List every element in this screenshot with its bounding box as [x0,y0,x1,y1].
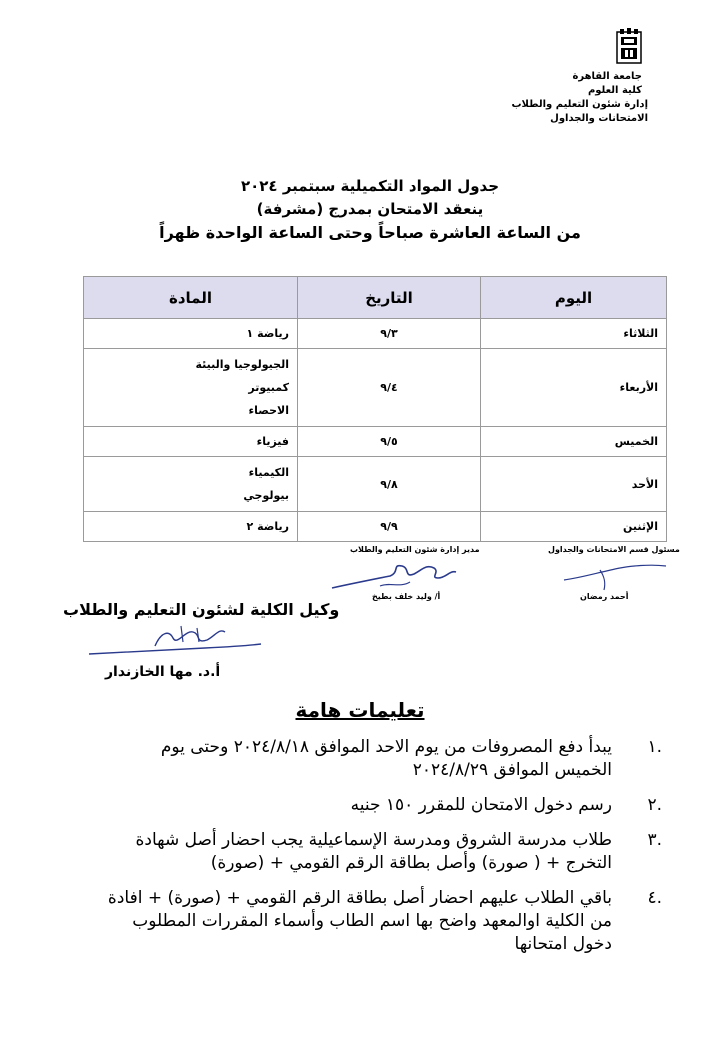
header-subject: المادة [84,277,298,319]
subject-item: فيزياء [256,435,289,448]
item-text: طلاب مدرسة الشروق ومدرسة الإسماعيلية يجب احضار أصل شهادة التخرج + ( صورة) وأصل بطاقة الرقم القومي + (صورة) [135,830,612,873]
day-cell: الأربعاء [481,349,667,427]
item-number: .٤ [647,888,662,908]
section-name: الامتحانات والجداول [550,113,648,124]
header-date: التاريخ [298,277,481,319]
university-logo-icon [616,28,642,64]
schedule-titles [150,175,590,245]
subject-cell [84,427,298,457]
vice-dean-title: وكيل الكلية لشئون التعليم والطلاب [63,600,340,619]
department-name: إدارة شئون التعليم والطلاب [511,99,648,110]
subject-cell [84,349,298,427]
vice-dean-name: أ.د. مها الخازندار [105,664,221,680]
schedule-table [83,276,667,542]
subject-cell [84,457,298,512]
day-cell: الخميس [481,427,667,457]
vice-dean-signature-icon [85,622,265,662]
instructions-title: تعليمات هامة [295,698,425,722]
director-signature-icon [330,558,460,594]
exam-venue: ينعقد الامتحان بمدرج (مشرفة) [256,200,484,218]
date-cell: ٩/٥ [298,427,481,457]
date-cell: ٩/٩ [298,512,481,542]
subject-item: رياضة ١ [246,327,289,340]
faculty-name: كلية العلوم [587,85,642,96]
item-text: يبدأ دفع المصروفات من يوم الاحد الموافق ٢٠٢٤/٨/١٨ وحتى يوم الخميس الموافق ٢٠٢٤/٨/٢٩ [160,737,612,780]
head-of-exams-name: أحمد رمضان [580,592,629,601]
university-name: جامعة القاهرة [572,71,642,82]
date-cell: ٩/٣ [298,319,481,349]
table-header-row [84,277,667,319]
director-name: أ/ وليد خلف بطيخ [372,592,441,601]
date-cell: ٩/٨ [298,457,481,512]
table-row [84,319,667,349]
subject-item: بيولوجي [243,489,289,502]
director-title: مدير إدارة شئون التعليم والطلاب [350,545,480,554]
table-row [84,427,667,457]
day-cell: الأحد [481,457,667,512]
list-item [102,887,662,956]
table-row [84,512,667,542]
head-of-exams-signature-icon [560,560,670,592]
schedule-title: جدول المواد التكميلية سبتمبر ٢٠٢٤ [240,177,500,195]
item-number: .٢ [647,795,662,815]
day-cell: الثلاثاء [481,319,667,349]
list-item [102,794,662,817]
head-of-exams-title: مسئول قسم الامتحانات والجداول [548,545,680,554]
item-number: .١ [647,737,662,757]
item-number: .٣ [647,830,662,850]
exam-time: من الساعة العاشرة صباحاً وحتى الساعة الواحدة ظهراً [159,223,581,242]
subject-item: الكيمياء [248,466,289,479]
list-item [102,736,662,782]
item-text: رسم دخول الامتحان للمقرر ١٥٠ جنيه [350,795,612,815]
subject-item: رياضة ٢ [246,520,289,533]
table-row [84,457,667,512]
list-item [102,829,662,875]
subject-cell [84,512,298,542]
header-day: اليوم [481,277,667,319]
day-cell: الإثنين [481,512,667,542]
subject-item: الاحصاء [248,404,289,417]
subject-item: كمبيوتر [248,381,289,394]
subject-item: الجيولوجيا والبيئة [195,358,289,371]
date-cell: ٩/٤ [298,349,481,427]
subject-cell [84,319,298,349]
instructions-list [102,736,662,968]
item-text: باقي الطلاب عليهم احضار أصل بطاقة الرقم القومي + (صورة) + افادة من الكلية اوالمعهد واضح بها اسم الطاب وأسماء المقررات المطلوب دخول امتحانها [107,888,612,954]
table-row [84,349,667,427]
